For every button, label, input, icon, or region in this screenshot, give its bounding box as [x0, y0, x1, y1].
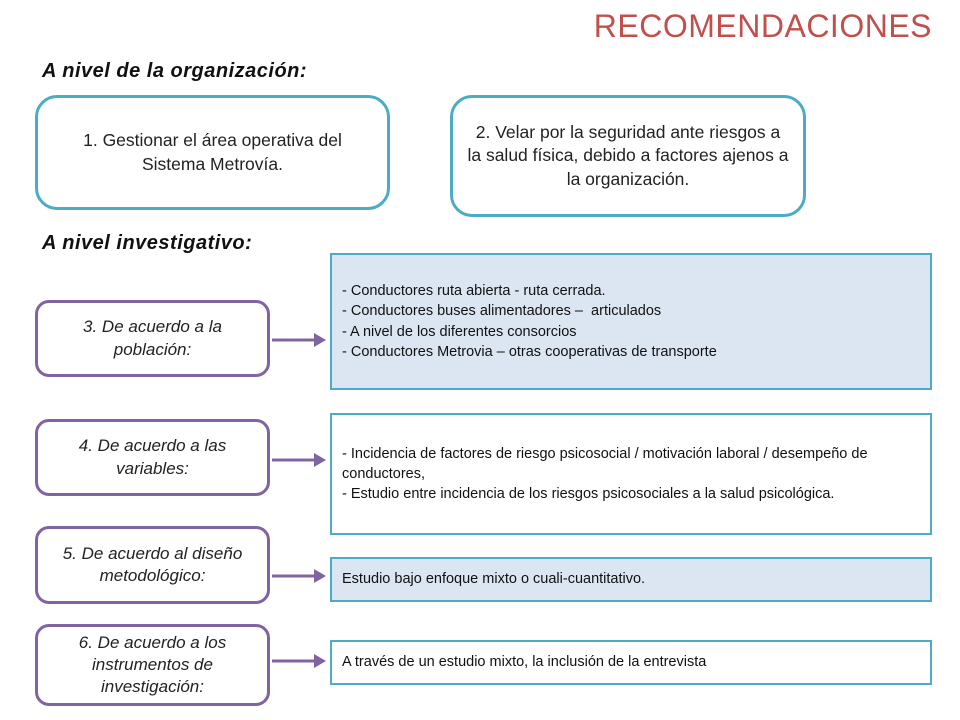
org-recommendation-2	[450, 95, 806, 217]
investigative-criterion-3-label: 3. De acuerdo a la población:	[83, 317, 222, 359]
investigative-heading: A nivel investigativo:	[42, 232, 253, 254]
arrow-icon	[270, 450, 330, 470]
investigative-detail-6	[330, 640, 932, 685]
organization-heading: A nivel de la organización:	[42, 60, 308, 82]
investigative-criterion-6-label: 6. De acuerdo a los instrumentos de investigación:	[78, 632, 227, 697]
arrow-icon	[270, 566, 330, 586]
investigative-criterion-3	[35, 300, 270, 377]
arrow-icon	[270, 330, 330, 350]
detail-line: - Incidencia de factores de riesgo psicosocial / motivación laboral / desempeño de conductores,	[342, 445, 872, 482]
detail-line: - Conductores ruta abierta - ruta cerrada.	[342, 282, 606, 299]
investigative-criterion-5-label: 5. De acuerdo al diseño metodológico:	[62, 543, 243, 585]
detail-line: Estudio bajo enfoque mixto o cuali-cuantitativo.	[342, 571, 646, 588]
detail-line: A través de un estudio mixto, la inclusión de la entrevista	[342, 654, 707, 671]
org-recommendation-1-text: 1. Gestionar el área operativa del Sistema Metrovía.	[83, 129, 342, 174]
detail-line: - Estudio entre incidencia de los riesgos psicosociales a la salud psicológica.	[342, 486, 835, 503]
page-title: RECOMENDACIONES	[593, 8, 932, 44]
org-recommendation-1	[35, 95, 390, 210]
investigative-criterion-4-label: 4. De acuerdo a las variables:	[78, 436, 227, 478]
investigative-criterion-5	[35, 526, 270, 604]
investigative-criterion-6	[35, 624, 270, 706]
investigative-criterion-4	[35, 419, 270, 496]
investigative-detail-3	[330, 253, 932, 390]
investigative-detail-5	[330, 557, 932, 602]
detail-line: - Conductores Metrovia – otras cooperativas de transporte	[342, 343, 717, 360]
detail-line: - Conductores buses alimentadores – articulados	[342, 303, 662, 320]
org-recommendation-2-text: 2. Velar por la seguridad ante riesgos a la salud física, debido a factores ajenos a la organización.	[467, 121, 789, 189]
detail-line: - A nivel de los diferentes consorcios	[342, 323, 577, 340]
arrow-icon	[270, 651, 330, 671]
investigative-detail-4	[330, 413, 932, 535]
